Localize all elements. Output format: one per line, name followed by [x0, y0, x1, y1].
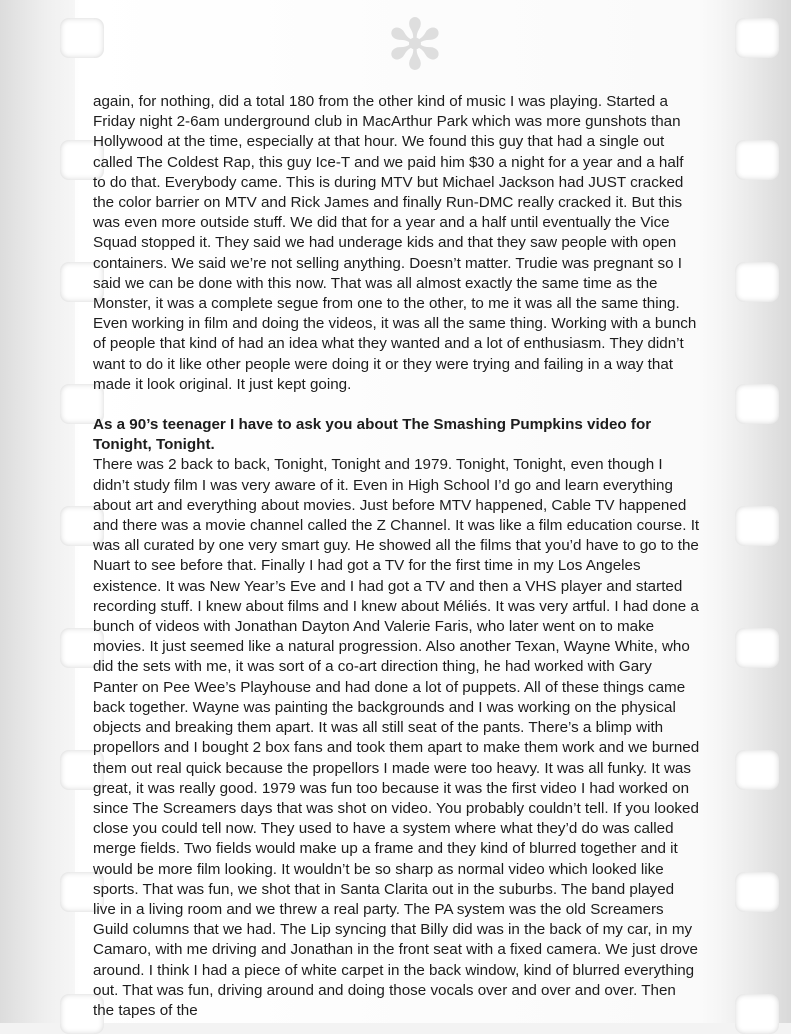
sprocket-hole: [735, 140, 779, 180]
sprocket-hole: [735, 872, 779, 912]
film-strip-left: [0, 0, 75, 1023]
article-body: [93, 92, 700, 1021]
watermark-graphic: ✻: [385, 4, 445, 86]
interview-question: As a 90’s teenager I have to ask you about The Smashing Pumpkins video for Tonight, Tonight.: [93, 416, 652, 454]
film-strip-right: [716, 0, 791, 1023]
sprocket-hole: [735, 384, 779, 424]
sprocket-hole: [735, 262, 779, 302]
sprocket-hole: [735, 506, 779, 546]
paragraph-spacer: [93, 395, 700, 415]
paragraph: again, for nothing, did a total 180 from the other kind of music I was playing. Started a Friday night 2-6am underground club in MacArthur Park which was more gunshots than Hollywood at the time, especially at that hour. We found this guy that had a single out called The Coldest Rap, this guy Ice-T and we paid him $30 a night for a year and a half to do that. Everybody came. This is during MTV but Michael Jackson had JUST cracked the color barrier on MTV and Rick James and finally Run-DMC really cracked it. But this was even more outside stuff. We did that for a year and a half until eventually the Vice Squad stopped it. They said we had underage kids and that they saw people with open containers. We said we’re not selling anything. Doesn’t matter. Trudie was pregnant so I said we can be done with this now. That was all almost exactly the same time as the Monster, it was a complete segue from one to the other, to me it was all the same thing. Even working in film and doing the videos, it was all the same thing. Working with a bunch of people that kind of had an idea what they wanted and a lot of enthusiasm. They didn’t want to do it like other people were doing it or they were trying and failing in a way that made it look original. It just kept going.: [93, 93, 697, 393]
sprocket-hole: [735, 994, 779, 1034]
sprocket-hole: [735, 750, 779, 790]
sprocket-hole: [735, 628, 779, 668]
sprocket-hole: [735, 18, 779, 58]
paragraph: There was 2 back to back, Tonight, Tonight and 1979. Tonight, Tonight, even though I didn’t study film I was very aware of it. Even in High School I’d go and learn everything about art and everything about movies. Just before MTV happened, Cable TV happened and there was a movie channel called the Z Channel. It was like a film education course. It was all curated by one very smart guy. He showed all the films that you’d have to go to the Nuart to see before that. Finally I had got a TV for the first time in my Los Angeles existence. It was New Year’s Eve and I had got a TV and then a VHS player and started recording stuff. I knew about films and I knew about Méliés. It was very artful. I had done a bunch of videos with Jonathan Dayton And Valerie Faris, who later went on to make movies. It just seemed like a natural progression. Also another Texan, Wayne White, who did the sets with me, it was sort of a co-art direction thing, he had worked with Gary Panter on Pee Wee’s Playhouse and had done a lot of puppets. All of these things came back together. Wayne was painting the backgrounds and I was working on the physical objects and breaking them apart. It was all still seat of the pants. There’s a blimp with propellors and I bought 2 box fans and took them apart to make them work and we burned them out real quick because the propellors I made were too heavy. It was all funky. It was great, it was really good. 1979 was fun too because it was the first video I had worked on since The Screamers days that was shot on video. You probably couldn’t tell. If you looked close you could tell now. They used to have a system where what they’d do was called merge fields. Two fields would make up a frame and they kind of blurred together and it would be more film looking. It wouldn’t be so sharp as normal video which looked like sports. That was fun, we shot that in Santa Clarita out in the suburbs. The band played live in a living room and we threw a real party. The PA system was the old Screamers Guild columns that we had. The Lip syncing that Billy did was in the back of my car, in my Camaro, with me driving and Jonathan in the front seat with a fixed camera. We just drove around. I think I had a piece of white carpet in the back window, kind of blurred everything out. That was fun, driving around and doing those vocals over and over and over. Then the tapes of the: [93, 456, 700, 1019]
sprocket-hole: [60, 18, 104, 58]
